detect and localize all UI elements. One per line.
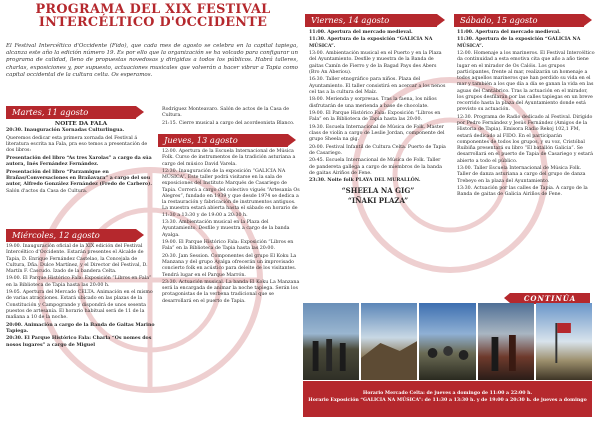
viernes-item: 23:30. Noite folk PLAYA DEL MURALLÓN. — [309, 178, 421, 184]
sabado-item: 12:30. Programa de Radio dedicado al Festival. Dirigido por Pedro Fernández y Jesús Fernández (Amigos de la Historia de Tapia). Emisora Radio Rekoj 102,1 FM, estará dedicado al FIDO. En el participarán componentes de todos los grupos, y su voz, Cristóbal Ruibiña presentará su libro “El batallón Galicia”. Se desarrollará en el puerto de Tapia de Casariego y estará abierto a todo el público. — [457, 114, 593, 164]
continua-banner: CONTINÚA — [510, 293, 590, 304]
day-bar-miercoles: Miércoles, 12 agosto — [6, 229, 136, 242]
photo-flags — [536, 303, 592, 380]
miercoles-item: 19:00. El Parque Histórico Fala: Exposición “Libros en Fala” en la Biblioteca de Tapia hasta las 20:00 h. — [6, 276, 152, 288]
martes-item: Queremos dedicar esta primera xornada del Festival á literatura escrita na Fala, pra eso temos a presentación de dos libros: — [6, 135, 148, 154]
photo-pipers — [478, 303, 534, 380]
day-bar-martes: Martes, 11 agosto — [6, 106, 136, 119]
miercoles-item: 20:30. El Parque Histórico Fala: Charla “Os nomes dos nosos lugares” a cargo de Miguel — [6, 336, 152, 348]
jueves-item: 20:30. Jam Session. Componentes del grupo El Koku La Manzana y del grupo Ayalga ofrecerán un improvisado concierto folk en acústico para deleite de los visitantes. Tendrá lugar en el Parque Marrón. — [162, 253, 297, 278]
miercoles-item: 19:00. Inauguración oficial de la XIX edición del Festival Intercéltico d'Occidente. Estarán presentes el Alcalde de Tapia, D. Enrique Fernández Castelao, la Concejala de Cultura, Dña. Dulce Martínez, y el Director del Festival, D. Martín F. Cascudo. Izado de la bandera Celta. — [6, 244, 148, 274]
martes-heading: NOITE DA FALA — [54, 121, 108, 127]
intro-paragraph: El Festival Intercéltico d'Occidente (Fido), que cada mes de agosto se celebra en la capital tapiega, alcanza este año la edición número 19. Es por ello que la organización se ha volcado para configurar un programa de calidad, lleno de propuestas novedosas y dirigidas a todos los públicos. Habrá talleres, charlas, exposiciones y, por supuesto, actuaciones musicales que volverán a hacer vibrar a Tapia como capital occidental de la cultura celta. Os esperamos. — [6, 43, 298, 78]
jueves-item: 12:00. Apertura de la Escuela Internacional de Música Folk. Curso de instrumentos de la tradición asturiana a cargo del músico David Varela. — [162, 149, 296, 167]
martes-item: Salón d'actos da Casa de Cultura. — [6, 189, 88, 195]
viernes-item: 11:30. Apertura de la exposición “GALICIA NA MÚSICA”. — [309, 37, 433, 49]
photo-crowd — [419, 303, 475, 380]
photo-strip — [303, 303, 592, 380]
miercoles-section — [6, 244, 156, 350]
viernes-item: 20:00. Festival Infantil de Cultura Celta. Puerto de Tapia de Casariego. — [309, 144, 446, 156]
sabado-item: 11:00. Apertura del mercado medieval. — [457, 30, 561, 35]
title-line-1: PROGRAMA DEL XIX FESTIVAL — [35, 2, 271, 17]
martes-item: Presentación del libro “As tres Xarolas” a cargo da súa autora, Inés Fernández Fernández. — [6, 155, 152, 168]
photo-musicians-1 — [303, 303, 359, 380]
day-bar-viernes: Viernes, 14 agosto — [305, 14, 437, 27]
headliner-sheela: “SHEELA NA GIG” — [341, 185, 415, 195]
jueves-item: 13:30. Ambientación musical en la Plaza del Ayuntamiento. Desfile y muestra a cargo de la banda Ayalga. — [162, 220, 290, 238]
col2-line: Rodríguez Monteavaro. Salón de actos de la Casa de Cultura. — [162, 107, 290, 119]
title-line-2: INTERCÉLTICO D'OCCIDENTE — [38, 15, 268, 30]
sabado-item: 11:30. Apertura de la exposición “GALICIA NA MÚSICA”. — [457, 37, 581, 49]
day-bar-sabado: Sábado, 15 agosto — [454, 14, 584, 27]
viernes-item: 19:00. El Parque Histórico Fala: Exposición “Libros en Fala” en la Biblioteca de Tapia hasta las 20:00. — [309, 110, 441, 123]
sabado-section — [457, 30, 595, 200]
footer-line-1: Horario Mercado Celta: de jueves a domingo de 11:00 a 22:00 h. — [362, 391, 533, 396]
sabado-item: 13:30. Actuación por las calles de Tapia. A cargo de la Banda de gaitas de Galicia Airiños de Fene. — [457, 185, 588, 198]
day-bar-jueves: Jueves, 13 agosto — [158, 134, 288, 147]
viernes-item: 13:00. Ambientación musical en el Puerto y en la Plaza del Ayuntamiento. Desfile y muestra de la Banda de gaitas Camín de Fierro y de la Bagad Pays des Abers (Bro An Aberiou). — [309, 51, 442, 75]
sabado-item: 12:00. Homenaje a los marineros. El Festival Intercéltico da continuidad a esta emotiva cita que año a año tiene lugar en el mirador de Os Calóis. Los grupos participantes, frente al mar, realizarán un homenaje a todos aquellos marineros que han perdido su vida en el mar y también a los que día a día se ganan la vida en las aguas del Cantábrico. Tras la actuación en el mirador, los grupos desfilarán por las calles tapiegas en un breve recorrido hasta la plaza del Ayuntamiento donde está previsto su actuación. — [457, 51, 595, 113]
page-title — [8, 3, 298, 29]
viernes-item: 16:30. Taller etnográfico para niños. Plaza del Ayuntamiento. El taller consistirá en acercar a los nenos cel tas a la cultura del Maíz. — [309, 77, 446, 95]
miercoles-item: 20:00. Animación a cargo de la Banda de Gaitas Marino Tapiega. — [6, 322, 155, 334]
jueves-item: 12:30. Inauguración de la exposición “GALICIA NA MÚSICA”. Este taller podrá visitarse en la sala de exposiciones del Instituto Marqués de Casariego de Tapia. Correrá a cargo del colectivo vigués “Artesanía Os Alegres”, fundado en 1939 y que desde 1974 se dedica a la restauración y fabricación de instrumentos antiguos. La muestra estará abierta hasta el sábado en horario de 11:30 a 13:30 y de 19:00 a 20:30 h. — [162, 168, 300, 218]
viernes-item: 19:30. Escuela Internacional de Música de Folk. Master class de violín a cargo de Leslie Jordan, componente del grupo Sheela na gig. — [309, 124, 445, 143]
jueves-item: 19:00. El Parque Histórico Fala: Exposición “Libros en Fala” en la Biblioteca de Tapia hasta las 20:00. — [162, 240, 294, 252]
col2-continuation — [162, 107, 300, 128]
headliner-inaki: “IÑAKI PLAZA” — [347, 195, 409, 205]
jueves-section — [162, 149, 300, 306]
sabado-item: 13:00. Taller Escuela Internacional de Música Folk. Taller de danza asturiana a cargo del grupo de danza Trebeyo en la plaza del Ayuntamiento. — [457, 166, 586, 184]
martes-item: 20:30. Inauguración Xornadas Culturlingua. — [6, 128, 125, 134]
viernes-section — [309, 30, 447, 206]
jueves-item: 23:30. Actuación musical. La banda El Koku La Manzana será la encargada de animar la noche tapiega. Serán los protagonistas de la verbena tradicional que se desarrollará en el puerto de Tapia. — [162, 279, 300, 304]
viernes-item: 20:45. Escuela Internacional de Música de Folk. Taller de pandereta gallega a cargo de miembros de la banda de gaitas Airiños de Fene. — [309, 158, 442, 176]
martes-section — [6, 121, 156, 197]
martes-item: Presentación del libro “Parzamique en Brañas/Conversaciones en Brañavara” a cargo del sou autor, Alfredo González Fernández (Fredo de Carbero). — [6, 169, 152, 187]
viernes-item: 18:00. Merienda y sorpresas. Tras la faena, los niños disfrutarán de una merienda a base de chocolate. — [309, 97, 437, 109]
footer-line-2: Horario Exposición “GALICIA NA MÚSICA”: de 11:30 a 13:30 h. y de 19:00 a 20:30 h. de jueves a domingo — [308, 398, 587, 403]
viernes-item: 11:00. Apertura del mercado medieval. — [309, 30, 413, 35]
miercoles-item: 19:05. Apertura del Mercado CELTA. Animación en el mismo de varias atracciones. Estará ubicado en las plazas de la Constitución y Campogrande y dispondrá de unos sesenta puestos de artesanía. El horario habitual será de 11 de la mañana a 10 de la noche. — [6, 290, 153, 321]
photo-stage — [361, 303, 417, 380]
footer-schedule — [303, 381, 592, 417]
col2-line: 21:15. Cierre musical a cargo del acordeonista Blanco. — [162, 120, 295, 126]
